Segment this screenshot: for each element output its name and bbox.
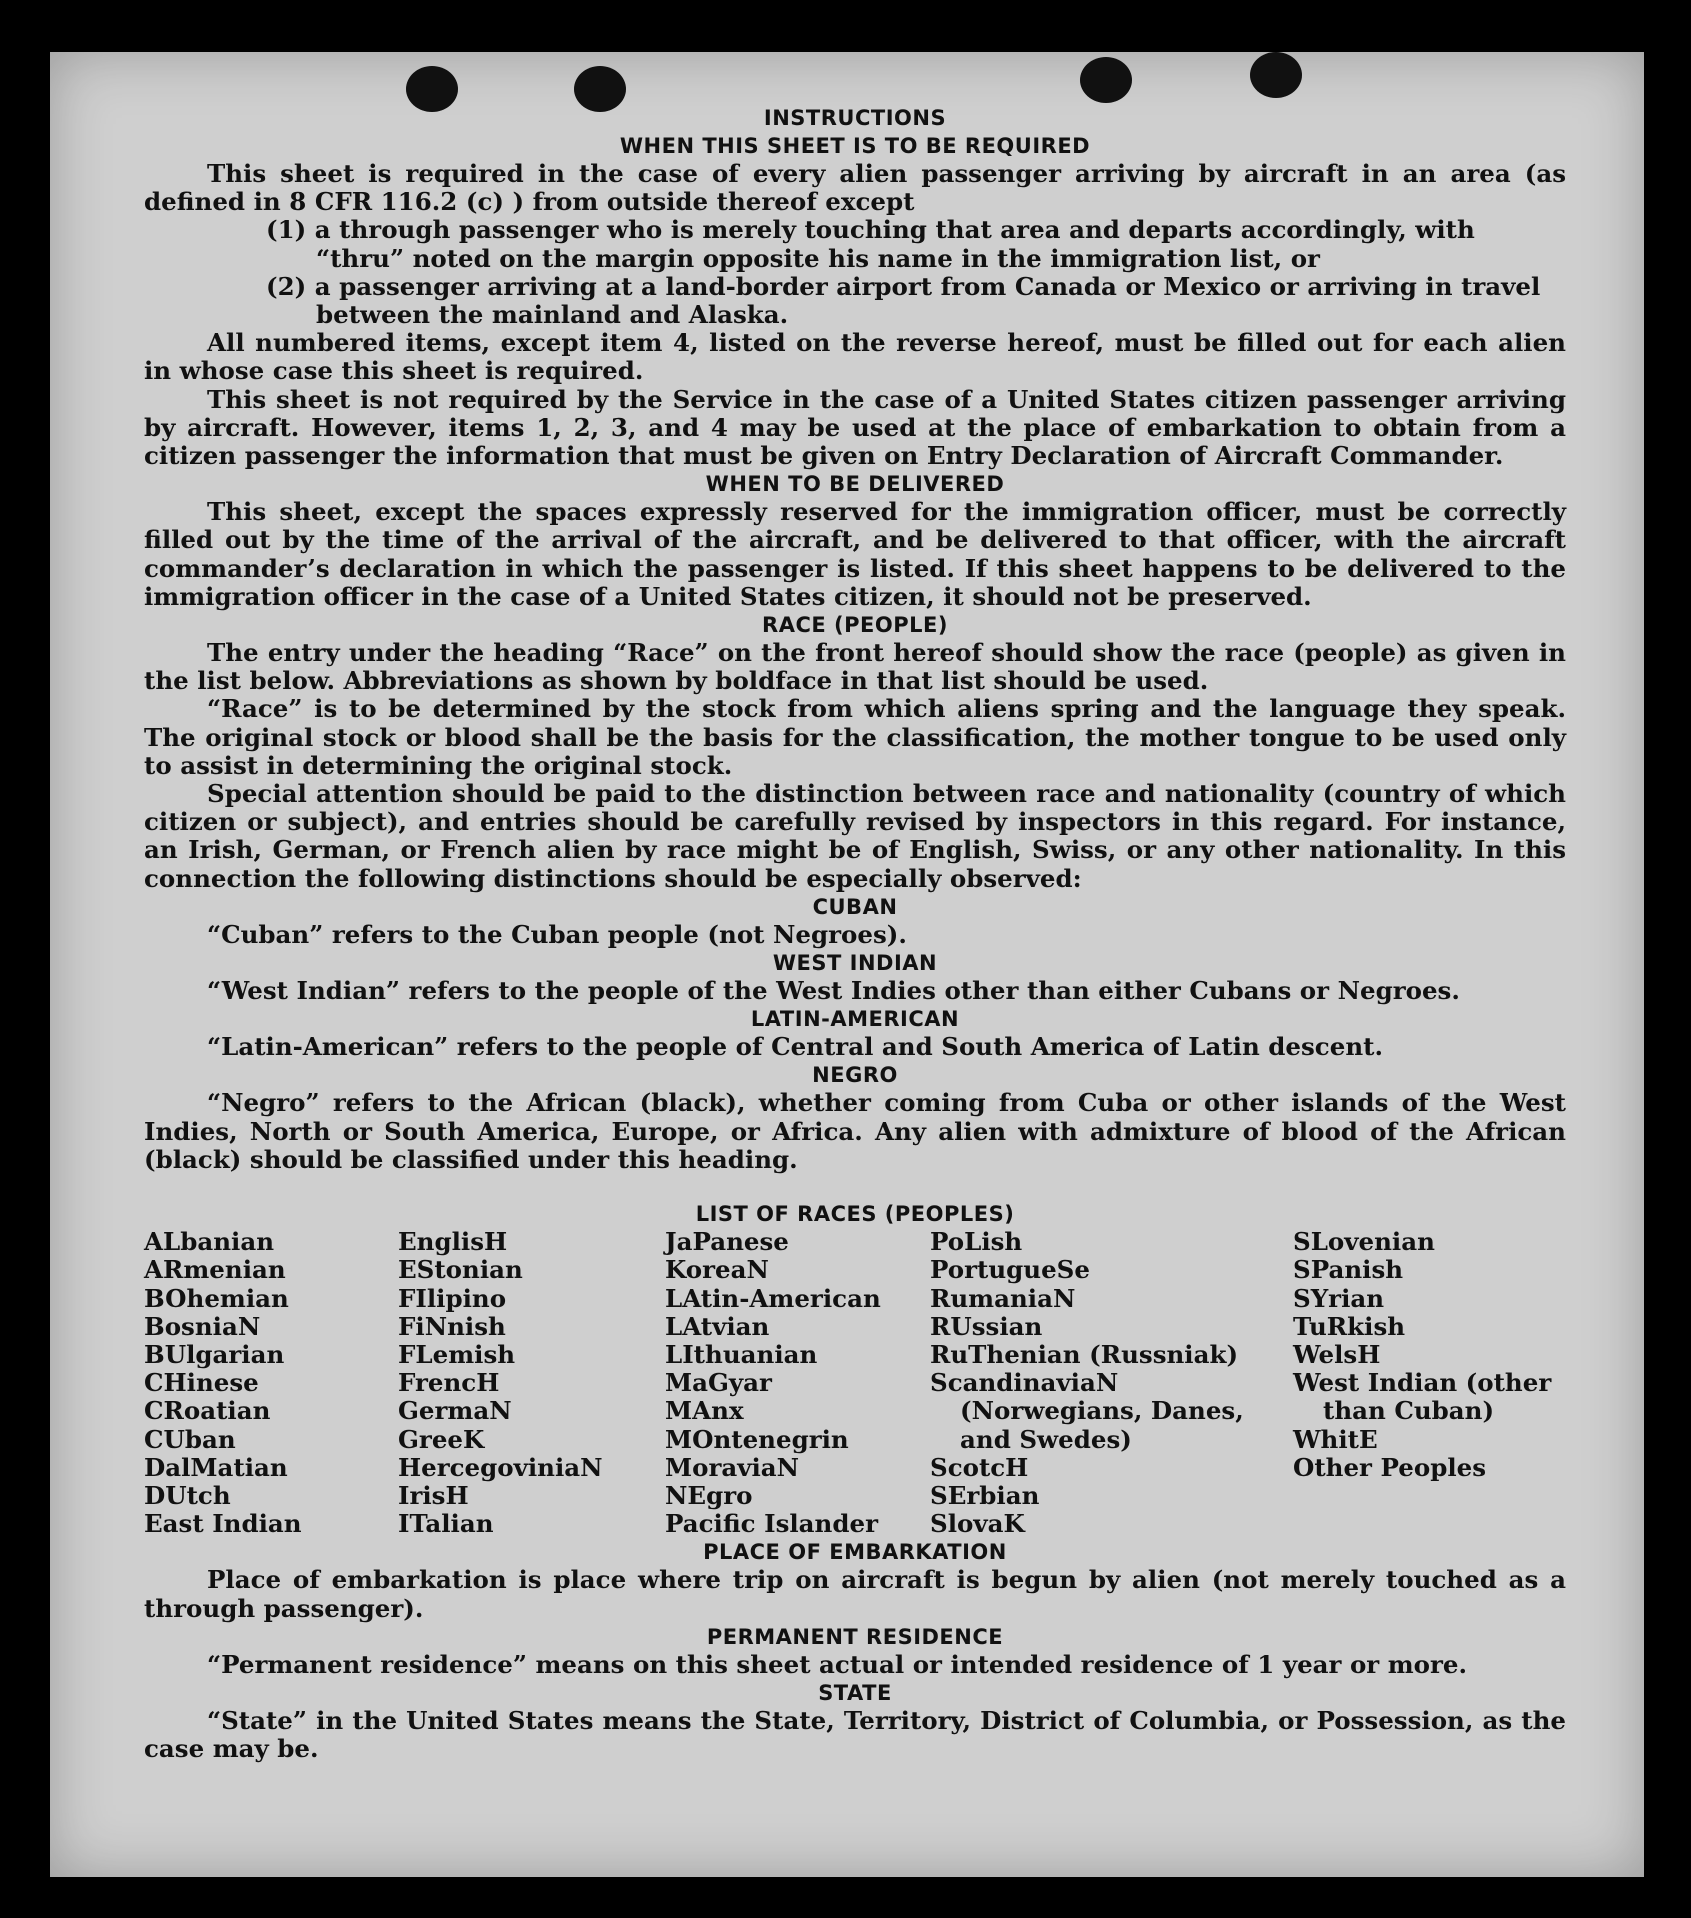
list-item: (2) a passenger arriving at a land-border airport from Canada or Mexico or arriving in travel between the mainland and Alaska. <box>266 271 1541 330</box>
punch-hole <box>1250 52 1302 98</box>
paragraph: “Negro” refers to the African (black), whether coming from Cuba or other islands of the West Indies, North or South America, Europe, or Africa. Any alien with admixture of blood of the African (black) should be classified under this heading. <box>144 1088 1566 1174</box>
paragraph: “Latin-American” refers to the people of Central and South America of Latin descent. <box>207 1032 1383 1062</box>
race-entry: PoLish <box>930 1227 1023 1257</box>
race-entry: FrencH <box>398 1368 500 1398</box>
races-list <box>144 1228 1566 1538</box>
section-heading: LATIN-AMERICAN <box>750 1007 960 1032</box>
race-entry: NEgro <box>665 1480 753 1510</box>
section-heading: WHEN TO BE DELIVERED <box>705 472 1005 497</box>
race-entry: BUlgarian <box>144 1339 285 1369</box>
section-heading: WEST INDIAN <box>772 951 938 976</box>
paragraph: This sheet is not required by the Service in the case of a United States citizen passenger arriving by aircraft. However, items 1, 2, 3, and 4 may be used at the place of embarkation to obtain from a citizen passenger the information that must be given on Entry Declaration of Aircraft Commander. <box>144 384 1566 471</box>
race-entry: WhitE <box>1293 1424 1378 1454</box>
paragraph: All numbered items, except item 4, listed on the reverse hereof, must be filled out for each alien in whose case this sheet is required. <box>144 328 1566 386</box>
section-heading: PERMANENT RESIDENCE <box>706 1624 1004 1649</box>
race-entry: MAnx <box>665 1396 744 1426</box>
race-entry: SlovaK <box>930 1509 1025 1539</box>
section-heading: RACE (PEOPLE) <box>762 613 948 638</box>
race-entry: LAtin-American <box>665 1283 881 1313</box>
race-entry: KoreaN <box>665 1255 769 1285</box>
paragraph: “State” in the United States means the State, Territory, District of Columbia, or Possession, as the case may be. <box>144 1705 1566 1764</box>
race-entry: FLemish <box>398 1339 516 1369</box>
race-entry: IrisH <box>398 1480 469 1510</box>
paragraph: Special attention should be paid to the distinction between race and nationality (country of which citizen or subject), and entries should be carefully revised by inspectors in this regard. For instance, an Irish, German, or French alien by race might be of English, Swiss, or any other nationality. In this connection the following distinctions should be especially observed: <box>144 779 1566 893</box>
races-column <box>398 1228 665 1538</box>
race-entry: TuRkish <box>1293 1311 1406 1341</box>
race-entry: RUssian <box>930 1311 1043 1341</box>
race-entry: PortugueSe <box>930 1255 1090 1285</box>
race-entry: CHinese <box>144 1368 259 1398</box>
race-entry: RuThenian (Russniak) <box>930 1339 1239 1369</box>
races-column <box>1293 1228 1566 1538</box>
race-entry: BOhemian <box>144 1283 289 1313</box>
race-entry: ScotcH <box>930 1452 1029 1482</box>
race-entry: ITalian <box>398 1509 494 1539</box>
race-entry: SPanish <box>1293 1255 1404 1285</box>
punch-hole <box>1080 57 1132 103</box>
race-entry: FIlipino <box>398 1283 507 1313</box>
paragraph: “West Indian” refers to the people of the West Indies other than either Cubans or Negroes. <box>207 976 1460 1006</box>
race-entry: HercegoviniaN <box>398 1452 603 1482</box>
race-entry: MoraviaN <box>665 1452 800 1482</box>
race-entry: DalMatian <box>144 1452 288 1482</box>
document-sheet <box>50 52 1644 1877</box>
races-column <box>665 1228 930 1538</box>
paragraph: This sheet, except the spaces expressly reserved for the immigration officer, must be correctly filled out by the time of the arrival of the aircraft, and be delivered to that officer, with the aircraft commander’s declaration in which the passenger is listed. If this sheet happens to be delivered to the immigration officer in the case of a United States citizen, it should not be preserved. <box>144 497 1566 611</box>
race-entry: MaGyar <box>665 1368 772 1398</box>
race-entry: JaPanese <box>665 1227 789 1257</box>
paragraph: “Cuban” refers to the Cuban people (not Negroes). <box>207 919 907 949</box>
race-entry: BosniaN <box>144 1311 261 1341</box>
section-heading: LIST OF RACES (PEOPLES) <box>695 1202 1015 1227</box>
race-entry: CUban <box>144 1424 236 1454</box>
paragraph: The entry under the heading “Race” on the front hereof should show the race (people) as given in the list below. Abbreviations as shown by boldface in that list should be used. <box>144 638 1566 696</box>
race-entry: SLovenian <box>1293 1227 1435 1257</box>
race-entry: FiNnish <box>398 1311 506 1341</box>
paragraph: Place of embarkation is place where trip on aircraft is begun by alien (not merely touched as a through passenger). <box>144 1565 1566 1623</box>
section-heading: WHEN THIS SHEET IS TO BE REQUIRED <box>619 134 1091 158</box>
section-heading: CUBAN <box>812 894 898 919</box>
race-entry: GermaN <box>398 1396 512 1426</box>
race-entry: West Indian (other than Cuban) <box>1293 1368 1552 1426</box>
race-entry: LAtvian <box>665 1311 770 1341</box>
paragraph: This sheet is required in the case of every alien passenger arriving by aircraft in an area (as defined in 8 CFR 116.2 (c) ) from outside thereof except <box>144 159 1566 217</box>
paragraph: “Permanent residence” means on this sheet actual or intended residence of 1 year or more. <box>207 1649 1468 1679</box>
paragraph: “Race” is to be determined by the stock from which aliens spring and the language they speak. The original stock or blood shall be the basis for the classification, the mother tongue to be used only to assist in determining the original stock. <box>144 694 1566 780</box>
section-heading: PLACE OF EMBARKATION <box>703 1540 1007 1565</box>
page-title: INSTRUCTIONS <box>763 106 947 130</box>
section-heading: NEGRO <box>812 1063 898 1088</box>
race-entry: SYrian <box>1293 1283 1385 1313</box>
section-heading: STATE <box>818 1680 892 1705</box>
race-entry: ScandinaviaN (Norwegians, Danes, and Swedes) <box>930 1368 1244 1454</box>
race-entry: DUtch <box>144 1480 231 1510</box>
instructions-content <box>144 104 1566 1763</box>
race-entry: SErbian <box>930 1480 1040 1510</box>
race-entry: MOntenegrin <box>665 1424 849 1454</box>
race-entry: CRoatian <box>144 1396 271 1426</box>
race-entry: EStonian <box>398 1255 523 1285</box>
race-entry: RumaniaN <box>930 1283 1076 1313</box>
races-column <box>930 1228 1293 1538</box>
race-entry: WelsH <box>1293 1339 1381 1369</box>
races-column <box>144 1228 398 1538</box>
race-entry: ARmenian <box>144 1255 286 1285</box>
list-item: (1) a through passenger who is merely touching that area and departs accordingly, with “thru” noted on the margin opposite his name in the immigration list, or <box>266 215 1475 273</box>
race-entry: ALbanian <box>144 1227 275 1257</box>
race-entry: East Indian <box>144 1509 302 1539</box>
race-entry: LIthuanian <box>665 1339 818 1369</box>
race-entry: Pacific Islander <box>665 1509 878 1539</box>
race-entry: Other Peoples <box>1293 1452 1487 1482</box>
race-entry: EnglisH <box>398 1227 508 1257</box>
race-entry: GreeK <box>398 1424 485 1454</box>
